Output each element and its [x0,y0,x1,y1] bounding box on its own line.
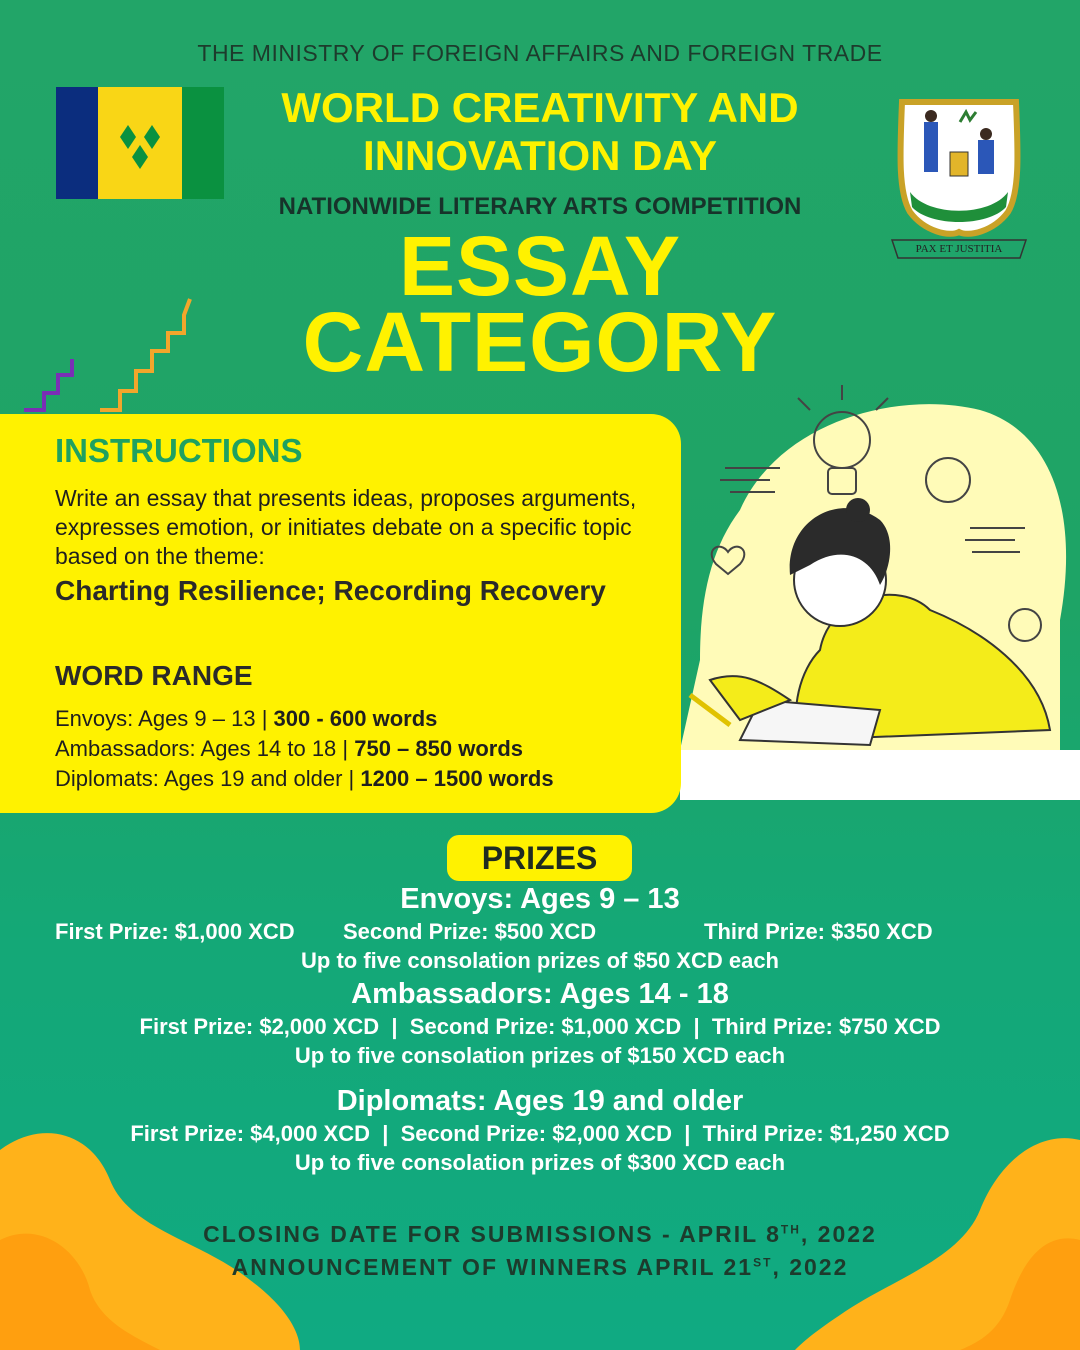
word-range-heading: WORD RANGE [55,660,253,691]
prizes-heading: PRIZES [447,835,632,881]
diplomats-prizes: First Prize: $4,000 XCD | Second Prize: $2,000 XCD | Third Prize: $1,250 XCD [130,1121,950,1146]
theme-text: Charting Resilience; Recording Recovery [55,575,606,606]
envoys-consolation: Up to five consolation prizes of $50 XCD each [301,948,779,973]
announcement-text: ANNOUNCEMENT OF WINNERS APRIL 21 [231,1254,754,1280]
word-range-group: Diplomats: Ages 19 and older | [55,766,361,791]
envoys-second-prize: Second Prize: $500 XCD [343,919,597,944]
closing-date-year: , 2022 [800,1221,877,1247]
winners-announcement [0,1254,1080,1281]
envoys-third-prize: Third Prize: $350 XCD [704,919,933,944]
closing-date-sup: TH [780,1222,801,1237]
instructions-heading: INSTRUCTIONS [55,432,303,469]
prize-category-envoys: Envoys: Ages 9 – 13 [400,883,680,915]
word-range-group: Ambassadors: Ages 14 to 18 | [55,736,355,761]
event-title-line1: WORLD CREATIVITY AND [281,84,799,131]
closing-date [0,1221,1080,1248]
coat-motto: PAX ET JUSTITIA [915,243,1003,255]
category-title [0,219,1080,389]
announcement-sup: ST [753,1255,773,1270]
event-title-line2: INNOVATION DAY [363,132,717,179]
word-range-words: 300 - 600 words [273,706,438,731]
ministry-name: THE MINISTRY OF FOREIGN AFFAIRS AND FOREIGN TRADE [197,40,883,66]
word-range-group: Envoys: Ages 9 – 13 | [55,706,274,731]
ambassadors-prizes: First Prize: $2,000 XCD | Second Prize: $1,000 XCD | Third Prize: $750 XCD [139,1014,941,1039]
prize-category-ambassadors: Ambassadors: Ages 14 - 18 [351,978,729,1010]
word-range-diplomats [55,766,554,792]
word-range-words: 1200 – 1500 words [360,766,554,791]
word-range-words: 750 – 850 words [354,736,524,761]
announcement-year: , 2022 [772,1254,849,1280]
envoys-first-prize: First Prize: $1,000 XCD [55,919,295,944]
diplomats-consolation: Up to five consolation prizes of $300 XCD each [294,1150,786,1175]
instructions-body: Write an essay that presents ideas, proposes arguments, expresses emotion, or initiates debate on a specific topic based on the theme: [55,485,637,569]
closing-date-text: CLOSING DATE FOR SUBMISSIONS - APRIL 8 [203,1221,781,1247]
competition-subtitle: NATIONWIDE LITERARY ARTS COMPETITION [278,193,802,220]
category-title-line1: ESSAY [398,219,682,313]
word-range-ambassadors [55,736,523,762]
word-range-envoys [55,706,437,732]
student-writing-illustration [680,380,1080,800]
ambassadors-consolation: Up to five consolation prizes of $150 XCD each [294,1043,786,1068]
prize-category-diplomats: Diplomats: Ages 19 and older [336,1085,744,1117]
category-title-line2: CATEGORY [302,295,778,389]
